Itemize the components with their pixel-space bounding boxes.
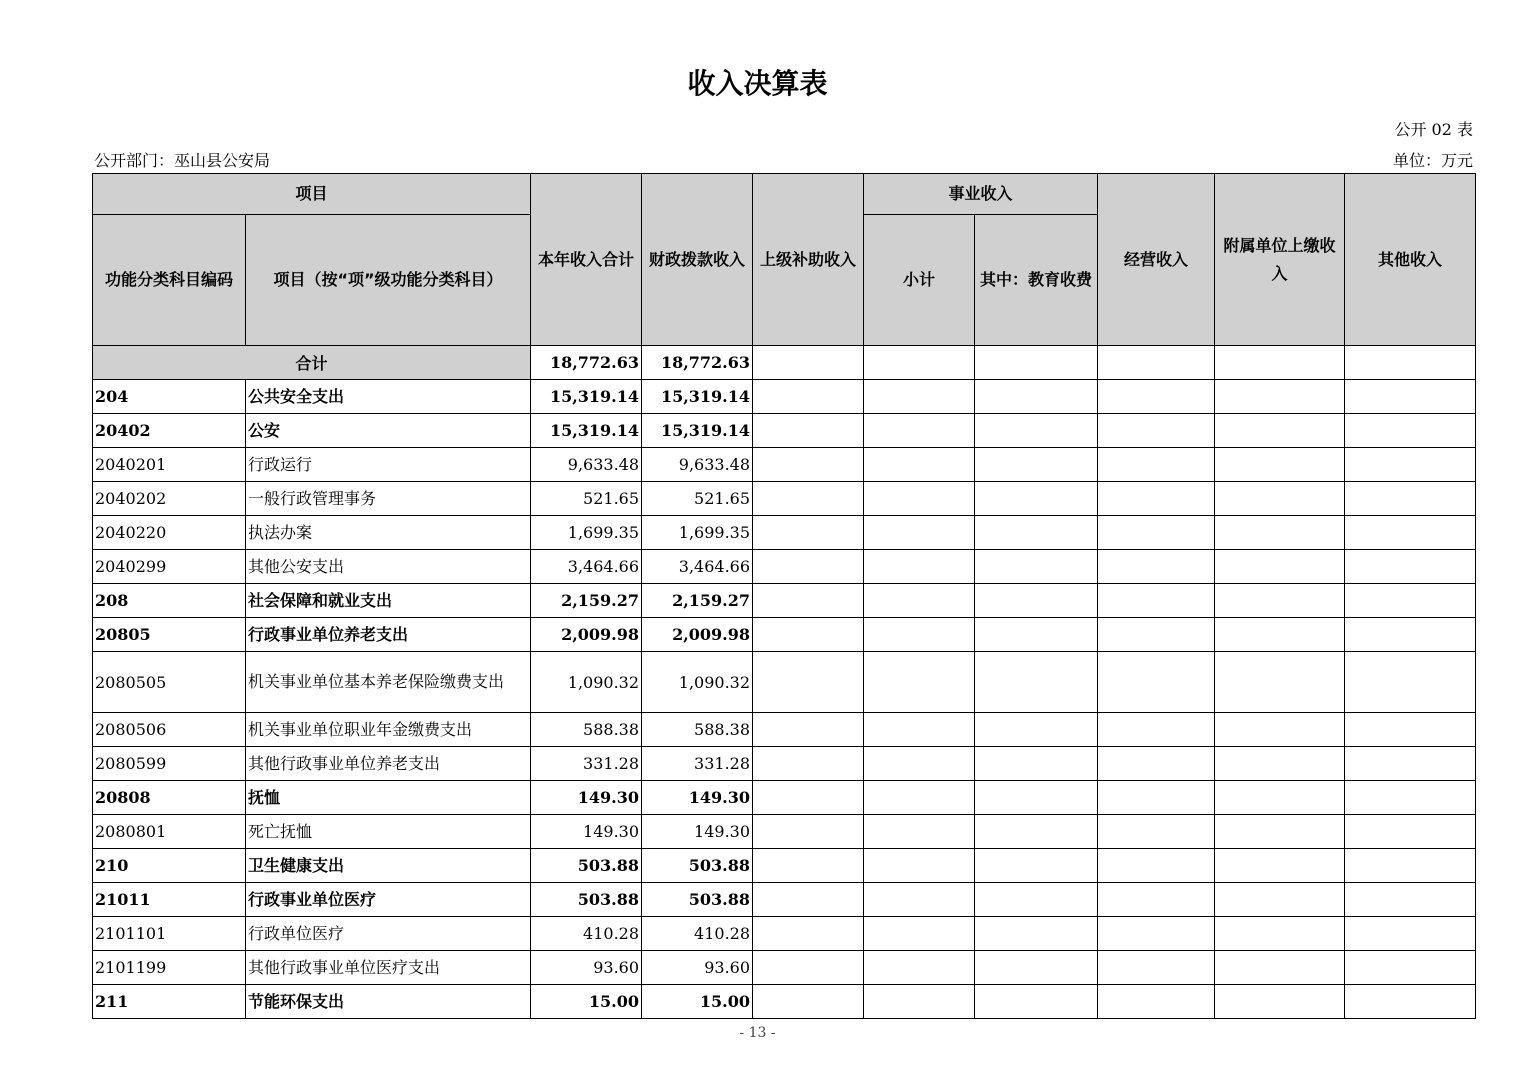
row-fiscal: 149.30: [642, 781, 753, 815]
empty-cell: [753, 584, 864, 618]
table-row: [93, 849, 1476, 883]
empty-cell: [1345, 849, 1476, 883]
empty-cell: [1098, 584, 1215, 618]
row-name: 其他行政事业单位医疗支出: [246, 951, 531, 985]
empty-cell: [1215, 380, 1345, 414]
empty-cell: [1098, 550, 1215, 584]
empty-cell: [864, 448, 975, 482]
empty-cell: [864, 849, 975, 883]
table-row: [93, 414, 1476, 448]
department-label: 公开部门：巫山县公安局: [94, 151, 271, 170]
empty-cell: [753, 985, 864, 1019]
empty-cell: [1345, 414, 1476, 448]
empty-cell: [753, 917, 864, 951]
table-row: [93, 618, 1476, 652]
empty-cell: [1098, 380, 1215, 414]
empty-cell: [1345, 652, 1476, 713]
empty-cell: [1215, 414, 1345, 448]
empty-cell: [864, 713, 975, 747]
empty-cell: [1215, 618, 1345, 652]
empty-cell: [1098, 652, 1215, 713]
empty-cell: [975, 380, 1098, 414]
row-name: 其他行政事业单位养老支出: [246, 747, 531, 781]
table-row: [93, 713, 1476, 747]
empty-cell: [864, 652, 975, 713]
row-fiscal: 588.38: [642, 713, 753, 747]
empty-cell: [975, 917, 1098, 951]
empty-cell: [975, 747, 1098, 781]
empty-cell: [1098, 516, 1215, 550]
empty-cell: [1345, 448, 1476, 482]
header-education-fee: 其中：教育收费: [975, 215, 1098, 346]
row-total-income: 2,009.98: [531, 618, 642, 652]
empty-cell: [975, 951, 1098, 985]
empty-cell: [1345, 951, 1476, 985]
empty-cell: [1345, 883, 1476, 917]
row-fiscal: 503.88: [642, 883, 753, 917]
empty-cell: [1098, 883, 1215, 917]
empty-cell: [753, 849, 864, 883]
total-label: 合计: [93, 346, 531, 380]
row-name: 社会保障和就业支出: [246, 584, 531, 618]
empty-cell: [1098, 747, 1215, 781]
table-row: [93, 781, 1476, 815]
empty-cell: [753, 414, 864, 448]
row-fiscal: 15,319.14: [642, 380, 753, 414]
empty-cell: [975, 618, 1098, 652]
empty-cell: [975, 985, 1098, 1019]
row-fiscal: 93.60: [642, 951, 753, 985]
empty-cell: [753, 815, 864, 849]
header-other: 其他收入: [1345, 174, 1476, 346]
empty-cell: [1215, 652, 1345, 713]
row-code: 20805: [93, 618, 246, 652]
row-name: 其他公安支出: [246, 550, 531, 584]
empty-cell: [864, 618, 975, 652]
row-fiscal: 149.30: [642, 815, 753, 849]
row-total-income: 503.88: [531, 849, 642, 883]
empty-cell: [1345, 516, 1476, 550]
row-total-income: 149.30: [531, 781, 642, 815]
header-total-income: 本年收入合计: [531, 174, 642, 346]
row-code: 2080505: [93, 652, 246, 713]
row-code: 2040299: [93, 550, 246, 584]
empty-cell: [1345, 584, 1476, 618]
row-code: 210: [93, 849, 246, 883]
row-name: 节能环保支出: [246, 985, 531, 1019]
empty-cell: [1098, 713, 1215, 747]
row-total-income: 149.30: [531, 815, 642, 849]
income-table: [92, 173, 1476, 1019]
header-subtotal: 小计: [864, 215, 975, 346]
row-fiscal: 9,633.48: [642, 448, 753, 482]
empty-cell: [1215, 747, 1345, 781]
empty-cell: [864, 917, 975, 951]
row-code: 20808: [93, 781, 246, 815]
empty-cell: [753, 448, 864, 482]
empty-cell: [975, 414, 1098, 448]
empty-cell: [753, 883, 864, 917]
table-row: [93, 747, 1476, 781]
empty-cell: [1098, 849, 1215, 883]
form-number: 公开 02 表: [1394, 120, 1473, 139]
table-row: [93, 550, 1476, 584]
header-item: 项目（按“项”级功能分类科目）: [246, 215, 531, 346]
empty-cell: [1215, 482, 1345, 516]
row-code: 211: [93, 985, 246, 1019]
row-name: 行政事业单位医疗: [246, 883, 531, 917]
row-fiscal: 410.28: [642, 917, 753, 951]
row-total-income: 15,319.14: [531, 414, 642, 448]
row-name: 死亡抚恤: [246, 815, 531, 849]
empty-cell: [753, 618, 864, 652]
table-row: [93, 584, 1476, 618]
empty-cell: [975, 815, 1098, 849]
row-fiscal: 2,009.98: [642, 618, 753, 652]
row-code: 21011: [93, 883, 246, 917]
row-total-income: 331.28: [531, 747, 642, 781]
empty-cell: [1215, 917, 1345, 951]
empty-cell: [753, 951, 864, 985]
empty-cell: [1098, 781, 1215, 815]
empty-cell: [864, 482, 975, 516]
row-code: 2080506: [93, 713, 246, 747]
row-fiscal: 331.28: [642, 747, 753, 781]
row-fiscal: 15.00: [642, 985, 753, 1019]
empty-cell: [1215, 985, 1345, 1019]
empty-cell: [975, 849, 1098, 883]
empty-cell: [864, 550, 975, 584]
empty-cell: [864, 414, 975, 448]
total-fiscal-value: 18,772.63: [642, 346, 753, 380]
row-code: 204: [93, 380, 246, 414]
table-row: [93, 883, 1476, 917]
empty-cell: [1098, 448, 1215, 482]
empty-cell: [1345, 747, 1476, 781]
unit-label: 单位：万元: [1392, 151, 1473, 170]
table-row: [93, 380, 1476, 414]
row-fiscal: 1,699.35: [642, 516, 753, 550]
row-name: 行政运行: [246, 448, 531, 482]
header-operating: 经营收入: [1098, 174, 1215, 346]
header-project: 项目: [93, 174, 531, 215]
empty-cell: [1215, 781, 1345, 815]
header-code: 功能分类科目编码: [93, 215, 246, 346]
empty-cell: [1215, 584, 1345, 618]
empty-cell: [1215, 883, 1345, 917]
empty-cell: [753, 482, 864, 516]
empty-cell: [864, 747, 975, 781]
empty-cell: [1215, 815, 1345, 849]
table-row: [93, 652, 1476, 713]
empty-cell: [864, 584, 975, 618]
row-fiscal: 1,090.32: [642, 652, 753, 713]
empty-cell: [1215, 448, 1345, 482]
empty-cell: [1345, 781, 1476, 815]
empty-cell: [1215, 550, 1345, 584]
empty-cell: [1098, 618, 1215, 652]
table-row: [93, 482, 1476, 516]
empty-cell: [1098, 414, 1215, 448]
row-name: 抚恤: [246, 781, 531, 815]
header-affiliated: 附属单位上缴收入: [1215, 174, 1345, 346]
page-title: 收入决算表: [687, 67, 828, 100]
empty-cell: [753, 380, 864, 414]
empty-cell: [975, 448, 1098, 482]
empty-cell: [975, 883, 1098, 917]
table-row: [93, 815, 1476, 849]
row-name: 一般行政管理事务: [246, 482, 531, 516]
empty-cell: [1345, 985, 1476, 1019]
row-code: 208: [93, 584, 246, 618]
row-total-income: 9,633.48: [531, 448, 642, 482]
empty-cell: [1345, 482, 1476, 516]
empty-cell: [864, 380, 975, 414]
empty-cell: [975, 550, 1098, 584]
row-total-income: 1,699.35: [531, 516, 642, 550]
row-total-income: 503.88: [531, 883, 642, 917]
empty-cell: [975, 652, 1098, 713]
row-fiscal: 2,159.27: [642, 584, 753, 618]
table-row: [93, 917, 1476, 951]
empty-cell: [753, 516, 864, 550]
row-total-income: 93.60: [531, 951, 642, 985]
empty-cell: [1345, 815, 1476, 849]
empty-cell: [975, 516, 1098, 550]
row-code: 2040220: [93, 516, 246, 550]
table-row: [93, 448, 1476, 482]
row-total-income: 521.65: [531, 482, 642, 516]
empty-cell: [864, 883, 975, 917]
row-code: 2101199: [93, 951, 246, 985]
empty-cell: [1098, 815, 1215, 849]
header-superior: 上级补助收入: [753, 174, 864, 346]
empty-cell: [975, 781, 1098, 815]
table-row: [93, 985, 1476, 1019]
page-number: - 13 -: [739, 1025, 776, 1041]
empty-cell: [864, 951, 975, 985]
row-code: 2080599: [93, 747, 246, 781]
empty-cell: [1345, 550, 1476, 584]
row-total-income: 15,319.14: [531, 380, 642, 414]
empty-cell: [1098, 482, 1215, 516]
row-total-income: 3,464.66: [531, 550, 642, 584]
empty-cell: [753, 652, 864, 713]
empty-cell: [1098, 917, 1215, 951]
row-name: 机关事业单位职业年金缴费支出: [246, 713, 531, 747]
row-code: 2101101: [93, 917, 246, 951]
empty-cell: [1215, 713, 1345, 747]
empty-cell: [975, 713, 1098, 747]
row-total-income: 2,159.27: [531, 584, 642, 618]
header-fiscal: 财政拨款收入: [642, 174, 753, 346]
row-code: 2040202: [93, 482, 246, 516]
empty-cell: [1215, 849, 1345, 883]
row-name: 公共安全支出: [246, 380, 531, 414]
row-fiscal: 3,464.66: [642, 550, 753, 584]
empty-cell: [864, 985, 975, 1019]
row-name: 机关事业单位基本养老保险缴费支出: [246, 652, 531, 713]
row-name: 卫生健康支出: [246, 849, 531, 883]
empty-cell: [975, 584, 1098, 618]
empty-cell: [753, 713, 864, 747]
empty-cell: [1345, 917, 1476, 951]
empty-cell: [753, 747, 864, 781]
empty-cell: [864, 815, 975, 849]
table-row: [93, 951, 1476, 985]
empty-cell: [753, 550, 864, 584]
row-fiscal: 503.88: [642, 849, 753, 883]
empty-cell: [1345, 618, 1476, 652]
empty-cell: [1215, 516, 1345, 550]
row-name: 公安: [246, 414, 531, 448]
row-code: 2040201: [93, 448, 246, 482]
empty-cell: [1098, 951, 1215, 985]
empty-cell: [975, 482, 1098, 516]
empty-cell: [864, 516, 975, 550]
empty-cell: [1215, 951, 1345, 985]
row-name: 行政事业单位养老支出: [246, 618, 531, 652]
empty-cell: [753, 781, 864, 815]
total-income-value: 18,772.63: [531, 346, 642, 380]
row-name: 执法办案: [246, 516, 531, 550]
table-row: [93, 516, 1476, 550]
row-fiscal: 15,319.14: [642, 414, 753, 448]
row-total-income: 588.38: [531, 713, 642, 747]
empty-cell: [864, 781, 975, 815]
total-row: [93, 346, 1476, 380]
row-code: 20402: [93, 414, 246, 448]
row-fiscal: 521.65: [642, 482, 753, 516]
empty-cell: [1345, 713, 1476, 747]
row-total-income: 15.00: [531, 985, 642, 1019]
header-business: 事业收入: [864, 174, 1098, 215]
row-total-income: 1,090.32: [531, 652, 642, 713]
empty-cell: [1345, 380, 1476, 414]
empty-cell: [1098, 985, 1215, 1019]
row-total-income: 410.28: [531, 917, 642, 951]
row-name: 行政单位医疗: [246, 917, 531, 951]
row-code: 2080801: [93, 815, 246, 849]
